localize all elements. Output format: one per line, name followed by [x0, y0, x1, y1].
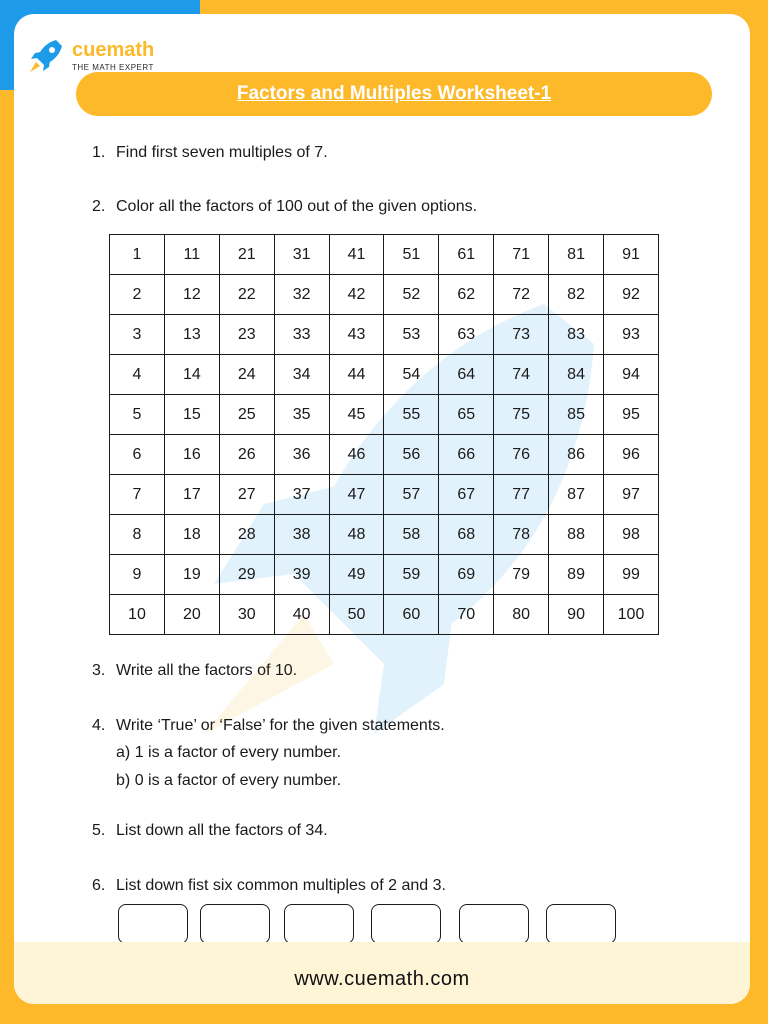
question-4: 4. Write ‘True’ or ‘False’ for the given statements. [92, 717, 445, 734]
grid-cell[interactable]: 66 [439, 435, 494, 475]
grid-cell[interactable]: 43 [329, 315, 384, 355]
grid-cell[interactable]: 96 [604, 435, 659, 475]
grid-cell[interactable]: 40 [274, 595, 329, 635]
grid-cell[interactable]: 33 [274, 315, 329, 355]
grid-cell[interactable]: 9 [110, 555, 165, 595]
worksheet-page [14, 14, 750, 1004]
grid-cell[interactable]: 48 [329, 515, 384, 555]
grid-cell[interactable]: 36 [274, 435, 329, 475]
grid-cell[interactable]: 92 [604, 275, 659, 315]
brand-name: cuemath [72, 39, 155, 61]
grid-cell[interactable]: 88 [549, 515, 604, 555]
grid-cell[interactable]: 11 [164, 235, 219, 275]
grid-cell[interactable]: 49 [329, 555, 384, 595]
number-grid [109, 234, 659, 635]
grid-cell[interactable]: 2 [110, 275, 165, 315]
grid-cell[interactable]: 97 [604, 475, 659, 515]
grid-row [110, 475, 659, 515]
grid-cell[interactable]: 87 [549, 475, 604, 515]
grid-cell[interactable]: 18 [164, 515, 219, 555]
grid-cell[interactable]: 34 [274, 355, 329, 395]
grid-cell[interactable]: 55 [384, 395, 439, 435]
grid-cell[interactable]: 14 [164, 355, 219, 395]
grid-row [110, 235, 659, 275]
answer-box[interactable] [459, 904, 529, 944]
worksheet-title: Factors and Multiples Worksheet-1 [236, 83, 552, 104]
grid-cell[interactable]: 80 [494, 595, 549, 635]
grid-cell[interactable]: 86 [549, 435, 604, 475]
grid-cell[interactable]: 41 [329, 235, 384, 275]
grid-cell[interactable]: 5 [110, 395, 165, 435]
grid-cell[interactable]: 42 [329, 275, 384, 315]
question-3: 3. Write all the factors of 10. [92, 662, 298, 679]
grid-cell[interactable]: 28 [219, 515, 274, 555]
grid-cell[interactable]: 82 [549, 275, 604, 315]
grid-cell[interactable]: 85 [549, 395, 604, 435]
grid-cell[interactable]: 1 [110, 235, 165, 275]
grid-cell[interactable]: 32 [274, 275, 329, 315]
grid-cell[interactable]: 65 [439, 395, 494, 435]
grid-cell[interactable]: 37 [274, 475, 329, 515]
grid-row [110, 355, 659, 395]
grid-cell[interactable]: 98 [604, 515, 659, 555]
grid-cell[interactable]: 78 [494, 515, 549, 555]
grid-cell[interactable]: 58 [384, 515, 439, 555]
grid-cell[interactable]: 7 [110, 475, 165, 515]
answer-box[interactable] [118, 904, 188, 944]
grid-cell[interactable]: 44 [329, 355, 384, 395]
question-2: 2. Color all the factors of 100 out of the given options. [92, 198, 478, 215]
grid-cell[interactable]: 12 [164, 275, 219, 315]
grid-cell[interactable]: 62 [439, 275, 494, 315]
footer-url: www.cuemath.com [294, 968, 470, 990]
grid-cell[interactable]: 69 [439, 555, 494, 595]
grid-cell[interactable]: 84 [549, 355, 604, 395]
grid-cell[interactable]: 91 [604, 235, 659, 275]
grid-cell[interactable]: 21 [219, 235, 274, 275]
grid-cell[interactable]: 51 [384, 235, 439, 275]
grid-cell[interactable]: 17 [164, 475, 219, 515]
grid-cell[interactable]: 46 [329, 435, 384, 475]
grid-cell[interactable]: 94 [604, 355, 659, 395]
grid-cell[interactable]: 10 [110, 595, 165, 635]
grid-cell[interactable]: 53 [384, 315, 439, 355]
grid-cell[interactable]: 89 [549, 555, 604, 595]
grid-cell[interactable]: 6 [110, 435, 165, 475]
grid-cell[interactable]: 67 [439, 475, 494, 515]
grid-cell[interactable]: 22 [219, 275, 274, 315]
grid-cell[interactable]: 39 [274, 555, 329, 595]
grid-cell[interactable]: 38 [274, 515, 329, 555]
grid-cell[interactable]: 81 [549, 235, 604, 275]
grid-cell[interactable]: 31 [274, 235, 329, 275]
answer-box[interactable] [200, 904, 270, 944]
grid-cell[interactable]: 75 [494, 395, 549, 435]
grid-row [110, 315, 659, 355]
grid-cell[interactable]: 15 [164, 395, 219, 435]
grid-cell[interactable]: 13 [164, 315, 219, 355]
grid-cell[interactable]: 4 [110, 355, 165, 395]
question-6: 6. List down fist six common multiples of 2 and 3. [92, 877, 446, 894]
grid-cell[interactable]: 24 [219, 355, 274, 395]
grid-row [110, 275, 659, 315]
grid-cell[interactable]: 71 [494, 235, 549, 275]
grid-cell[interactable]: 61 [439, 235, 494, 275]
grid-cell[interactable]: 30 [219, 595, 274, 635]
grid-cell[interactable]: 100 [604, 595, 659, 635]
grid-row [110, 555, 659, 595]
grid-cell[interactable]: 83 [549, 315, 604, 355]
rocket-icon [26, 36, 66, 76]
answer-boxes [118, 904, 618, 944]
answer-box[interactable] [546, 904, 616, 944]
grid-cell[interactable]: 99 [604, 555, 659, 595]
title-banner [76, 72, 712, 116]
grid-cell[interactable]: 19 [164, 555, 219, 595]
grid-cell[interactable]: 56 [384, 435, 439, 475]
grid-cell[interactable]: 27 [219, 475, 274, 515]
answer-box[interactable] [371, 904, 441, 944]
answer-box[interactable] [284, 904, 354, 944]
grid-row [110, 435, 659, 475]
grid-cell[interactable]: 95 [604, 395, 659, 435]
grid-cell[interactable]: 23 [219, 315, 274, 355]
grid-cell[interactable]: 93 [604, 315, 659, 355]
question-4a: a) 1 is a factor of every number. [116, 744, 342, 761]
question-5: 5. List down all the factors of 34. [92, 822, 328, 839]
grid-cell[interactable]: 45 [329, 395, 384, 435]
grid-cell[interactable]: 64 [439, 355, 494, 395]
grid-cell[interactable]: 47 [329, 475, 384, 515]
grid-cell[interactable]: 20 [164, 595, 219, 635]
grid-cell[interactable]: 8 [110, 515, 165, 555]
grid-cell[interactable]: 60 [384, 595, 439, 635]
grid-cell[interactable]: 25 [219, 395, 274, 435]
grid-cell[interactable]: 54 [384, 355, 439, 395]
grid-row [110, 595, 659, 635]
grid-cell[interactable]: 76 [494, 435, 549, 475]
grid-cell[interactable]: 68 [439, 515, 494, 555]
grid-cell[interactable]: 52 [384, 275, 439, 315]
grid-cell[interactable]: 16 [164, 435, 219, 475]
question-4b: b) 0 is a factor of every number. [116, 772, 342, 789]
footer [14, 942, 750, 1004]
question-1: 1. Find first seven multiples of 7. [92, 144, 328, 161]
grid-cell[interactable]: 29 [219, 555, 274, 595]
grid-cell[interactable]: 59 [384, 555, 439, 595]
grid-cell[interactable]: 57 [384, 475, 439, 515]
grid-row [110, 395, 659, 435]
grid-cell[interactable]: 72 [494, 275, 549, 315]
grid-cell[interactable]: 77 [494, 475, 549, 515]
grid-cell[interactable]: 79 [494, 555, 549, 595]
grid-cell[interactable]: 26 [219, 435, 274, 475]
grid-row [110, 515, 659, 555]
grid-cell[interactable]: 3 [110, 315, 165, 355]
grid-cell[interactable]: 90 [549, 595, 604, 635]
grid-cell[interactable]: 70 [439, 595, 494, 635]
brand-tagline: THE MATH EXPERT [72, 63, 154, 72]
grid-cell[interactable]: 35 [274, 395, 329, 435]
grid-cell[interactable]: 74 [494, 355, 549, 395]
grid-cell[interactable]: 73 [494, 315, 549, 355]
grid-cell[interactable]: 63 [439, 315, 494, 355]
grid-cell[interactable]: 50 [329, 595, 384, 635]
